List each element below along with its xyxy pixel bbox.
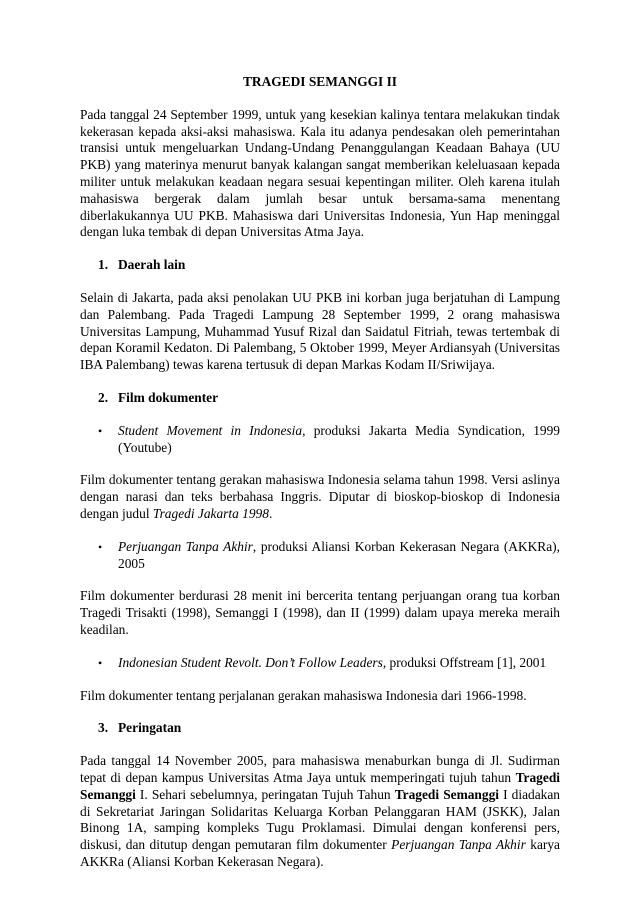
section-3-text-4: karya AKKRa (Aliansi Korban Kekerasan Negara).: [80, 837, 560, 869]
section-1-number: 1.: [98, 257, 109, 273]
film-3-title: Indonesian Student Revolt. Don’t Follow Leaders: [118, 654, 383, 670]
film-3-entry: [118, 655, 560, 672]
section-3-bold-2: Tragedi Semanggi: [394, 786, 499, 802]
section-3-text-1: Pada tanggal 14 November 2005, para mahasiswa menaburkan bunga di Jl. Sudirman tepat di depan kampus Universitas Atma Jaya untuk memperingati tujuh tahun: [80, 753, 560, 785]
film-3-description: Film dokumenter tentang perjalanan gerakan mahasiswa Indonesia dari 1966-1998.: [80, 687, 527, 703]
section-3-text-2: I. Sehari sebelumnya, peringatan Tujuh Tahun: [135, 786, 395, 802]
bullet-icon: •: [98, 423, 103, 438]
intro-paragraph: Pada tanggal 24 September 1999, untuk yang kesekian kalinya tentara melakukan tindak kekerasan kepada aksi-aksi mahasiswa. Kala itu adanya pendesakan oleh pemerintahan transisi untuk mengeluarkan Undang-Undang Penanggulangan Keadaan Bahaya (UU PKB) yang materinya menurut banyak kalangan sangat memberikan keleluasaan kepada militer untuk melakukan keadaan negara sesuai kepentingan militer. Oleh karena itulah mahasiswa bergerak dalam jumlah besar untuk bersama-sama menentang diberlakukannya UU PKB. Mahasiswa dari Universitas Indonesia, Yun Hap meninggal dengan luka tembak di depan Universitas Atma Jaya.: [80, 106, 560, 240]
film-1-info: , produksi Jakarta Media Syndication, 1999 (Youtube): [118, 422, 560, 455]
section-2-title: Film dokumenter: [118, 389, 219, 405]
film-2-title: Perjuangan Tanpa Akhir: [118, 538, 253, 554]
film-2-bullet: [98, 539, 560, 573]
film-3-bullet: [98, 655, 560, 672]
section-3-bold-1: Tragedi Semanggi: [80, 769, 560, 802]
section-2-number: 2.: [98, 389, 109, 405]
section-3-title: Peringatan: [118, 720, 182, 736]
section-3-film-title: Perjuangan Tanpa Akhir: [391, 837, 526, 853]
film-1-bullet: [98, 423, 560, 457]
film-1-desc-end: .: [268, 505, 273, 521]
bullet-icon: •: [98, 539, 103, 554]
section-2-heading: [98, 390, 560, 407]
film-2-entry: [118, 539, 560, 573]
bullet-icon: •: [98, 655, 103, 670]
film-1-desc-text: Film dokumenter tentang gerakan mahasiswa Indonesia selama tahun 1998. Versi aslinya dengan narasi dan teks berbahasa Inggris. Diputar di bioskop-bioskop di Indonesia dengan judul: [80, 472, 560, 521]
film-1-description: [80, 472, 560, 522]
film-2-info: , produksi Aliansi Korban Kekerasan Negara (AKKRa), 2005: [118, 538, 560, 571]
film-2-description: Film dokumenter berdurasi 28 menit ini bercerita tentang perjuangan orang tua korban Tragedi Trisakti (1998), Semanggi I (1998), dan II (1999) dalam upaya mereka meraih keadilan.: [80, 588, 560, 637]
section-3-number: 3.: [98, 720, 109, 736]
film-1-alt-title: Tragedi Jakarta 1998: [152, 505, 269, 521]
section-3-heading: [98, 720, 560, 737]
film-1-title: Student Movement in Indonesia: [118, 422, 303, 438]
film-1-entry: [118, 423, 560, 457]
document-title: TRAGEDI SEMANGGI II: [242, 74, 398, 89]
section-3-paragraph: [80, 753, 560, 871]
section-3-text-3: I diadakan di Sekretariat Jaringan Solidaritas Keluarga Korban Pelanggaran HAM (JSKK), Jalan Binong 1A, samping kompleks Tugu Proklamasi. Dimulai dengan konferensi pers, diskusi, dan ditutup dengan pemutaran film dokumenter: [80, 786, 561, 853]
section-1-heading: [98, 257, 560, 274]
film-3-info: , produksi Offstream [1], 2001: [382, 654, 547, 670]
section-1-title: Daerah lain: [118, 257, 186, 273]
section-1-paragraph: Selain di Jakarta, pada aksi penolakan UU PKB ini korban juga berjatuhan di Lampung dan Palembang. Pada Tragedi Lampung 28 September 1999, 2 orang mahasiswa Universitas Lampung, Muhammad Yusuf Rizal dan Saidatul Fitriah, tewas tertembak di depan Koramil Kedaton. Di Palembang, 5 Oktober 1999, Meyer Ardiansyah (Universitas IBA Palembang) tewas karena tertusuk di depan Markas Kodam II/Sriwijaya.: [80, 289, 560, 373]
